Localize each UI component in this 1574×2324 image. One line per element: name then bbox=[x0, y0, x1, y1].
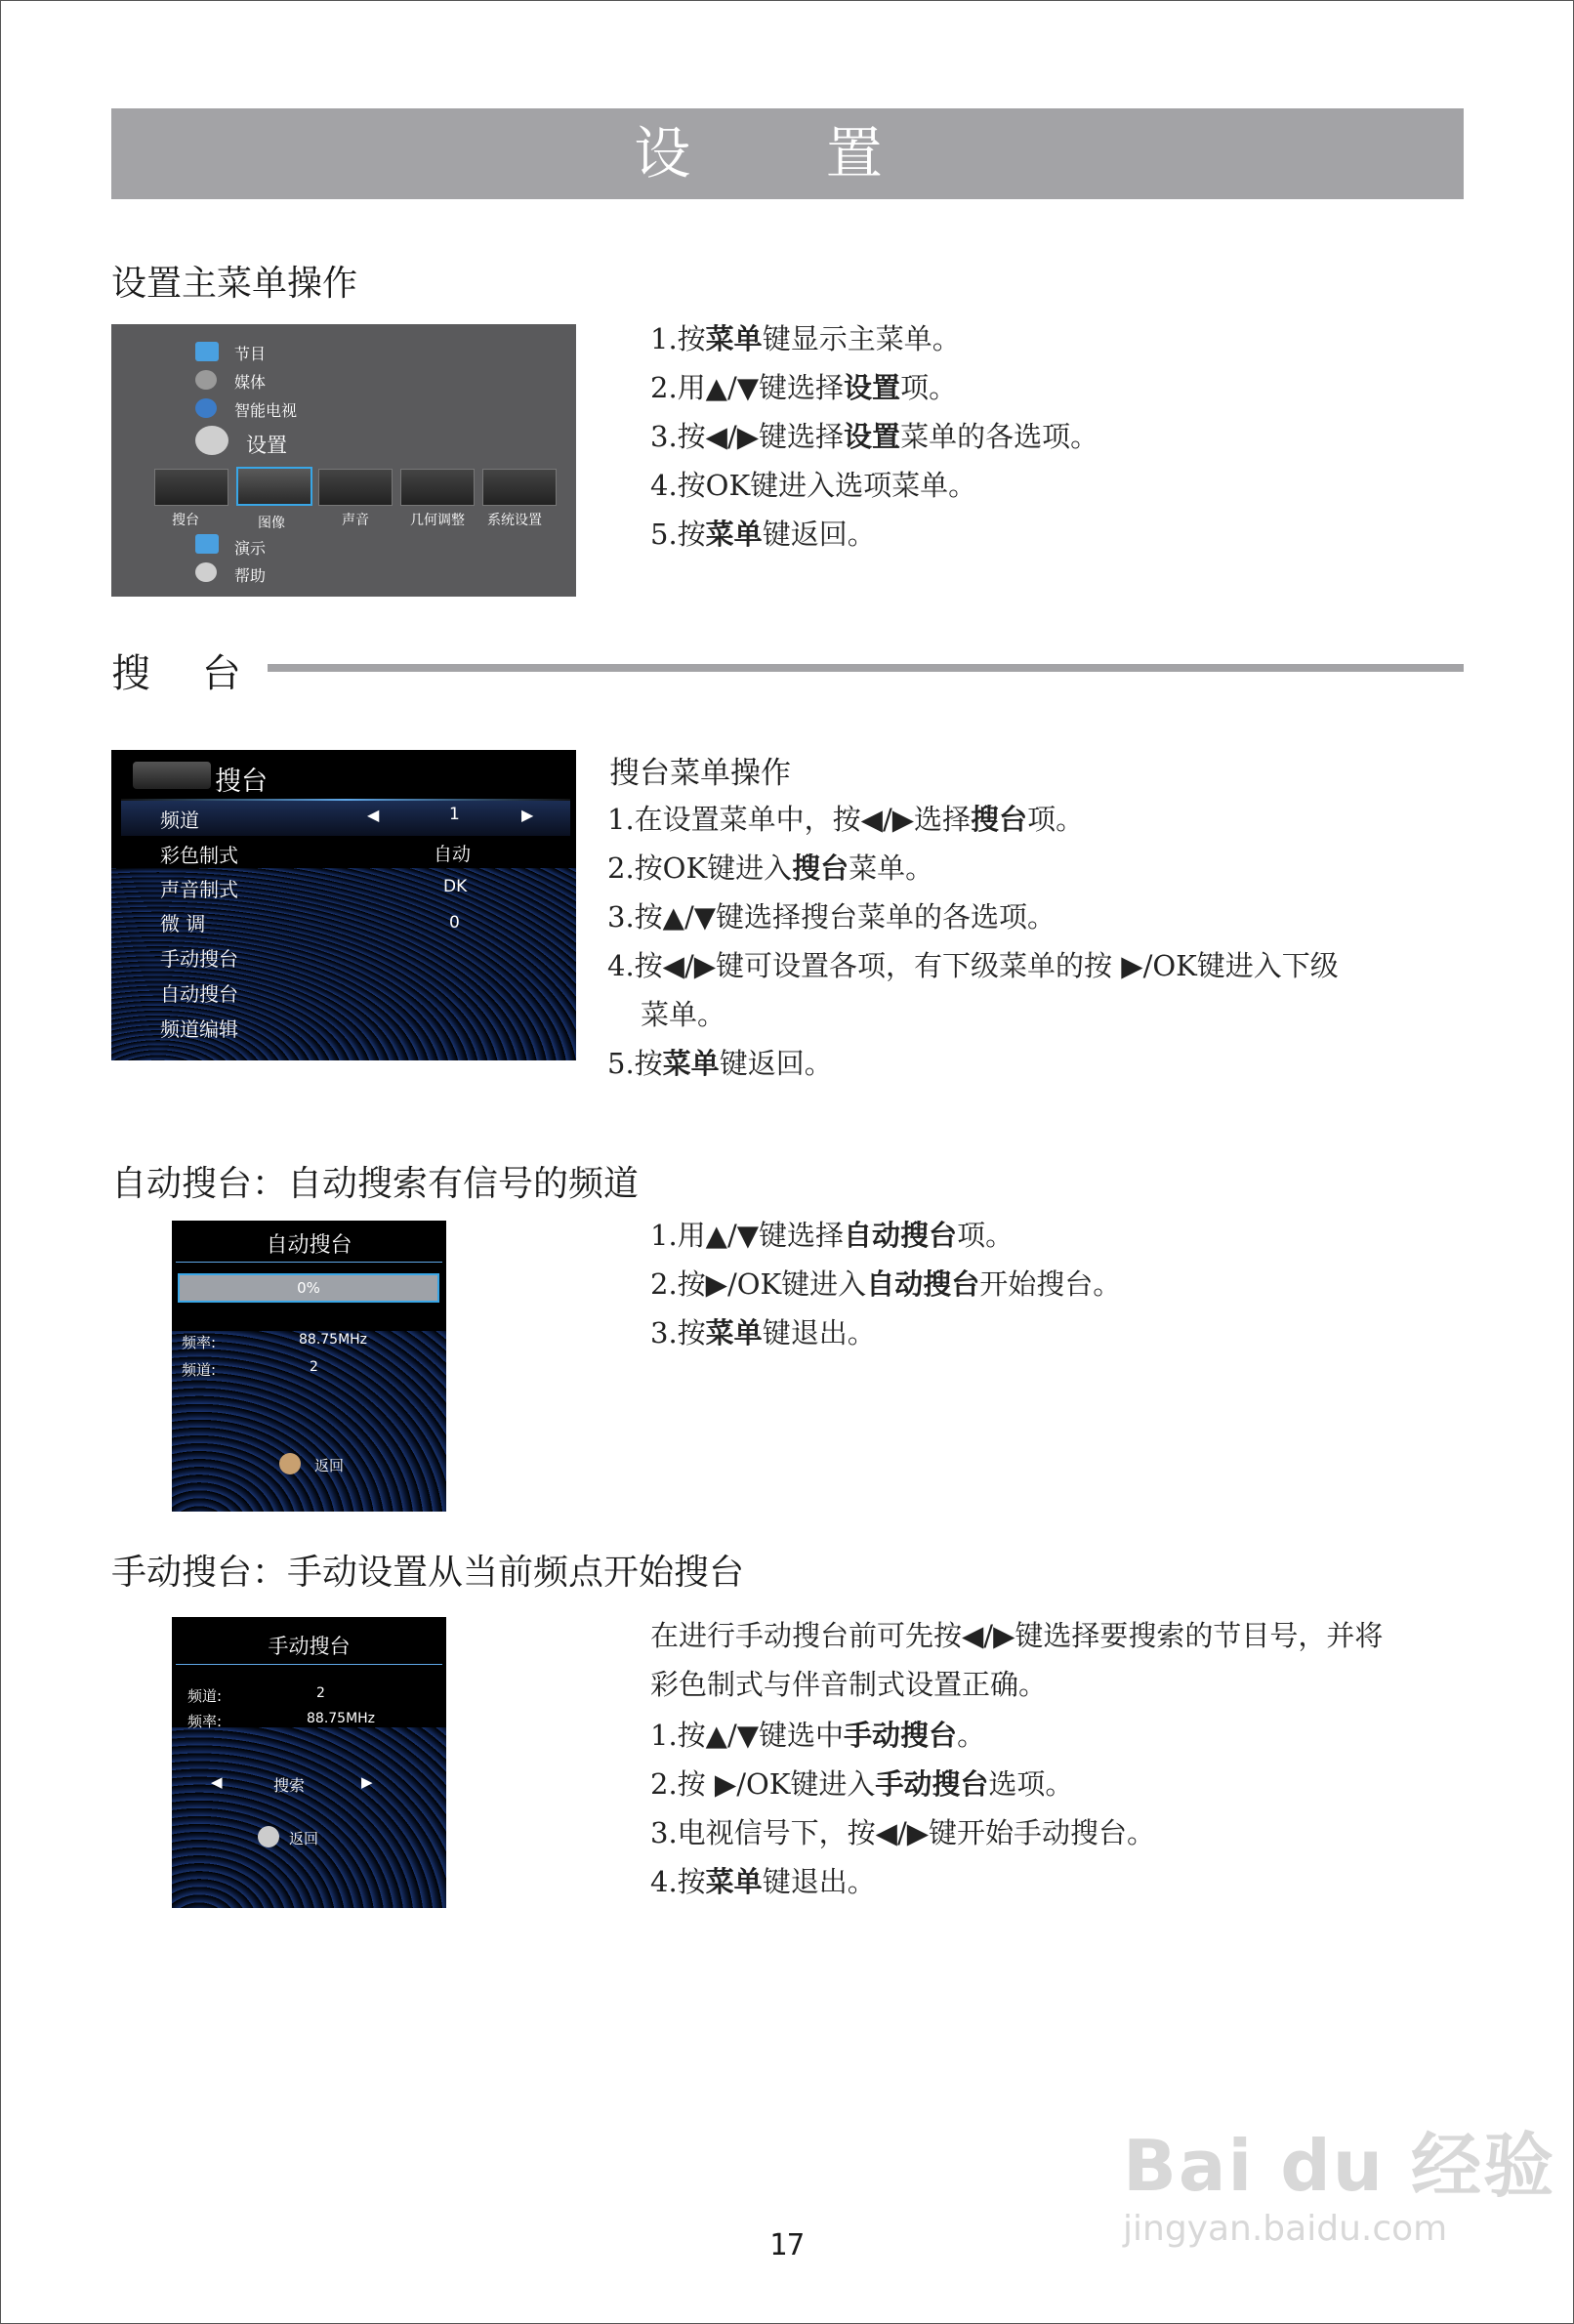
tuning-icon bbox=[133, 762, 211, 789]
step-line: 3.按◀/▶键选择设置菜单的各选项。 bbox=[650, 420, 1099, 453]
menu-item-help: 帮助 bbox=[234, 566, 267, 585]
step-line: 1.在设置菜单中，按◀/▶选择搜台项。 bbox=[607, 803, 1085, 836]
step-line: 4.按菜单键退出。 bbox=[650, 1865, 876, 1898]
tile-system-icon bbox=[482, 469, 557, 506]
auto-tuning-steps bbox=[650, 1211, 1121, 1357]
tuning-menu-screenshot bbox=[111, 750, 576, 1060]
step-line: 2.用▲/▼键选择设置项。 bbox=[650, 371, 958, 404]
tile-label-geometry: 几何调整 bbox=[410, 513, 465, 528]
tuning-row-value: 1 bbox=[449, 805, 460, 824]
tile-label-picture: 图像 bbox=[258, 516, 285, 531]
settings-gear-icon bbox=[195, 426, 228, 455]
tile-label-system: 系统设置 bbox=[487, 513, 542, 528]
channel-label: 频道: bbox=[187, 1687, 223, 1705]
title-underline bbox=[176, 1664, 442, 1665]
progress-bar bbox=[178, 1273, 439, 1303]
step-line: 4.按OK键进入选项菜单。 bbox=[650, 469, 977, 502]
tile-tuning-icon bbox=[154, 469, 228, 506]
tuning-row-label: 微 调 bbox=[160, 912, 206, 935]
title-underline bbox=[176, 1262, 442, 1263]
main-menu-steps bbox=[650, 314, 1098, 559]
section-heading-tuning: 搜 台 bbox=[111, 651, 261, 696]
frequency-value: 88.75MHz bbox=[299, 1332, 368, 1348]
tuning-row-label: 频道 bbox=[160, 809, 199, 832]
tuning-row-label: 频道编辑 bbox=[160, 1017, 238, 1041]
channel-value: 2 bbox=[316, 1685, 325, 1701]
section-heading-auto-tuning: 自动搜台：自动搜索有信号的频道 bbox=[111, 1164, 640, 1204]
tuning-steps bbox=[607, 795, 1339, 1088]
search-right-arrow-icon: ▶ bbox=[361, 1773, 373, 1791]
smart-tv-icon bbox=[195, 398, 217, 418]
main-menu-screenshot bbox=[111, 324, 576, 597]
progress-text: 0% bbox=[297, 1279, 320, 1297]
step-line: 2.按▶/OK键进入自动搜台开始搜台。 bbox=[650, 1267, 1122, 1301]
baidu-watermark-logo: Bai du 经验 bbox=[1123, 2125, 1556, 2207]
menu-item-settings-selected: 设置 bbox=[246, 434, 287, 457]
tuning-screen-title: 搜台 bbox=[215, 767, 268, 797]
demo-icon bbox=[195, 534, 219, 554]
step-line: 3.按▲/▼键选择搜台菜单的各选项。 bbox=[607, 900, 1056, 934]
back-label: 返回 bbox=[289, 1830, 319, 1847]
tile-picture-icon bbox=[236, 467, 312, 506]
menu-item-media: 媒体 bbox=[234, 373, 267, 392]
frequency-value: 88.75MHz bbox=[307, 1711, 376, 1726]
step-line: 4.按◀/▶键可设置各项，有下级菜单的按 ▶/OK键进入下级 bbox=[607, 949, 1339, 982]
step-line: 5.按菜单键返回。 bbox=[607, 1047, 833, 1080]
tuning-row-value: 自动 bbox=[434, 844, 472, 865]
left-arrow-icon: ◀ bbox=[367, 806, 380, 824]
search-label: 搜索 bbox=[273, 1776, 306, 1795]
frequency-label: 频率: bbox=[187, 1713, 223, 1730]
search-left-arrow-icon: ◀ bbox=[211, 1773, 223, 1791]
back-label: 返回 bbox=[314, 1457, 345, 1474]
tuning-row-value: 0 bbox=[449, 913, 460, 933]
screen-background bbox=[172, 1727, 446, 1908]
page-title: 设 置 bbox=[111, 108, 1464, 199]
menu-item-demo: 演示 bbox=[234, 539, 267, 558]
menu-item-smart-tv: 智能电视 bbox=[234, 401, 298, 420]
auto-tuning-screen-title: 自动搜台 bbox=[266, 1233, 352, 1258]
intro-line: 彩色制式与伴音制式设置正确。 bbox=[650, 1668, 1048, 1701]
step-line: 1.用▲/▼键选择自动搜台项。 bbox=[650, 1219, 1015, 1252]
tile-geometry-icon bbox=[400, 469, 475, 506]
step-line: 1.按菜单键显示主菜单。 bbox=[650, 322, 961, 355]
manual-tuning-screen-title: 手动搜台 bbox=[268, 1635, 351, 1658]
section-divider bbox=[268, 664, 1464, 672]
intro-line: 在进行手动搜台前可先按◀/▶键选择要搜索的节目号，并将 bbox=[650, 1619, 1384, 1652]
program-icon bbox=[195, 342, 219, 361]
channel-label: 频道: bbox=[182, 1361, 217, 1379]
right-arrow-icon: ▶ bbox=[521, 806, 534, 824]
page-number: 17 bbox=[768, 2228, 806, 2262]
section-heading-manual-tuning: 手动搜台：手动设置从当前频点开始搜台 bbox=[111, 1553, 745, 1593]
screen-background bbox=[172, 1331, 446, 1512]
tile-label-tuning: 搜台 bbox=[172, 513, 199, 528]
manual-tuning-screenshot bbox=[172, 1617, 446, 1908]
media-icon bbox=[195, 370, 217, 390]
menu-key-icon bbox=[279, 1453, 301, 1474]
channel-value: 2 bbox=[310, 1359, 318, 1375]
tuning-row-label: 自动搜台 bbox=[160, 982, 238, 1006]
tile-sound-icon bbox=[318, 469, 393, 506]
tuning-row-label: 声音制式 bbox=[160, 878, 238, 901]
frequency-label: 频率: bbox=[182, 1334, 217, 1351]
tuning-row-label: 手动搜台 bbox=[160, 947, 238, 971]
menu-key-icon bbox=[258, 1826, 279, 1847]
step-line: 1.按▲/▼键选中手动搜台。 bbox=[650, 1719, 986, 1752]
menu-item-program: 节目 bbox=[234, 345, 267, 363]
step-line: 菜单。 bbox=[641, 998, 726, 1031]
manual-tuning-intro bbox=[650, 1611, 1383, 1709]
tile-label-sound: 声音 bbox=[342, 513, 369, 528]
tuning-row-value: DK bbox=[443, 877, 468, 896]
section-heading-main-menu: 设置主菜单操作 bbox=[111, 264, 358, 304]
tuning-row-label: 彩色制式 bbox=[160, 844, 238, 867]
step-line: 2.按OK键进入搜台菜单。 bbox=[607, 851, 934, 885]
step-line: 3.电视信号下，按◀/▶键开始手动搜台。 bbox=[650, 1816, 1156, 1849]
tuning-subheading: 搜台菜单操作 bbox=[609, 756, 791, 791]
step-line: 3.按菜单键退出。 bbox=[650, 1316, 876, 1349]
help-icon bbox=[195, 562, 217, 582]
step-line: 5.按菜单键返回。 bbox=[650, 518, 876, 551]
manual-tuning-steps bbox=[650, 1711, 1155, 1906]
baidu-watermark-url: jingyan.baidu.com bbox=[1123, 2209, 1448, 2249]
step-line: 2.按 ▶/OK键进入手动搜台选项。 bbox=[650, 1767, 1074, 1801]
auto-tuning-screenshot bbox=[172, 1221, 446, 1512]
